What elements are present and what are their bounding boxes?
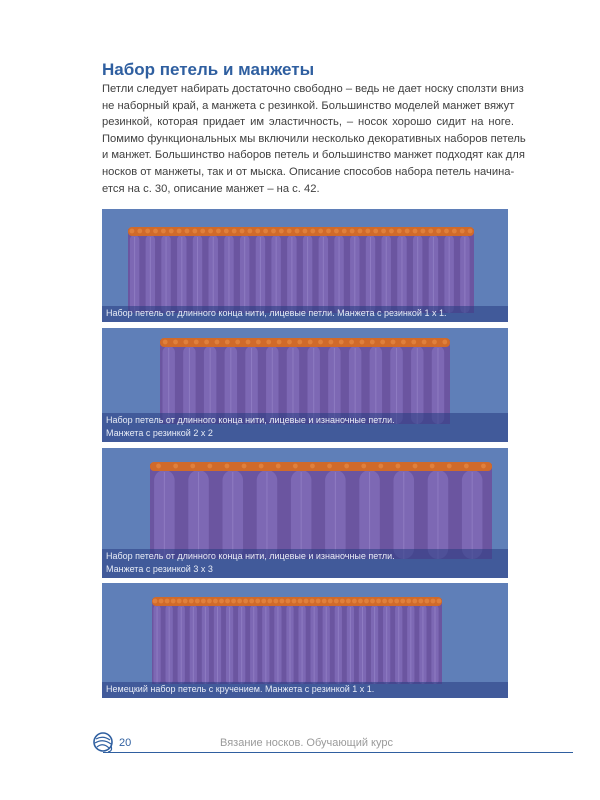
photo-caption: Набор петель от длинного конца нити, лицевые петли. Манжета с резинкой 1 x 1. <box>102 306 508 322</box>
page-title: Набор петель и манжеты <box>102 60 315 79</box>
page-number: 20 <box>119 737 132 749</box>
intro-line: Помимо функциональных мы включили несколько декоративных наборов петель <box>102 132 526 145</box>
knitting-photo-4 <box>102 583 508 698</box>
yarn-ball-icon <box>92 731 114 753</box>
photo-caption: Набор петель от длинного конца нити, лицевые и изнаночные петли. Манжета с резинкой 3 x 3 <box>102 549 508 578</box>
knitting-illustration <box>102 583 508 698</box>
photo-caption: Немецкий набор петель с кручением. Манжета с резинкой 1 x 1. <box>102 682 508 698</box>
intro-line: носков от манжеты, так и от мыска. Описание способов набора петель начина- <box>102 165 515 178</box>
footer-book-title: Вязание носков. Обучающий курс <box>220 737 393 749</box>
intro-line: и манжет. Большинство наборов петель и большинство манжет подходят как для <box>102 149 525 162</box>
knitting-photo-3 <box>102 448 508 578</box>
footer-rule <box>103 752 573 753</box>
intro-line: ется на с. 30, описание манжет – на с. 42. <box>102 182 320 195</box>
knitting-photo-2 <box>102 328 508 442</box>
intro-paragraph <box>102 81 526 197</box>
intro-line: резинкой, которая придает им эластичность, – носок хорошо сидит на ноге. <box>102 116 514 129</box>
intro-line: не наборный край, а манжета с резинкой. Большинство моделей манжет вяжут <box>102 99 515 112</box>
photo-caption: Набор петель от длинного конца нити, лицевые и изнаночные петли. Манжета с резинкой 2 x 2 <box>102 413 508 442</box>
intro-line: Петли следует набирать достаточно свободно – ведь не дает носку сползти вниз <box>102 83 524 95</box>
knitting-photo-1 <box>102 209 508 322</box>
